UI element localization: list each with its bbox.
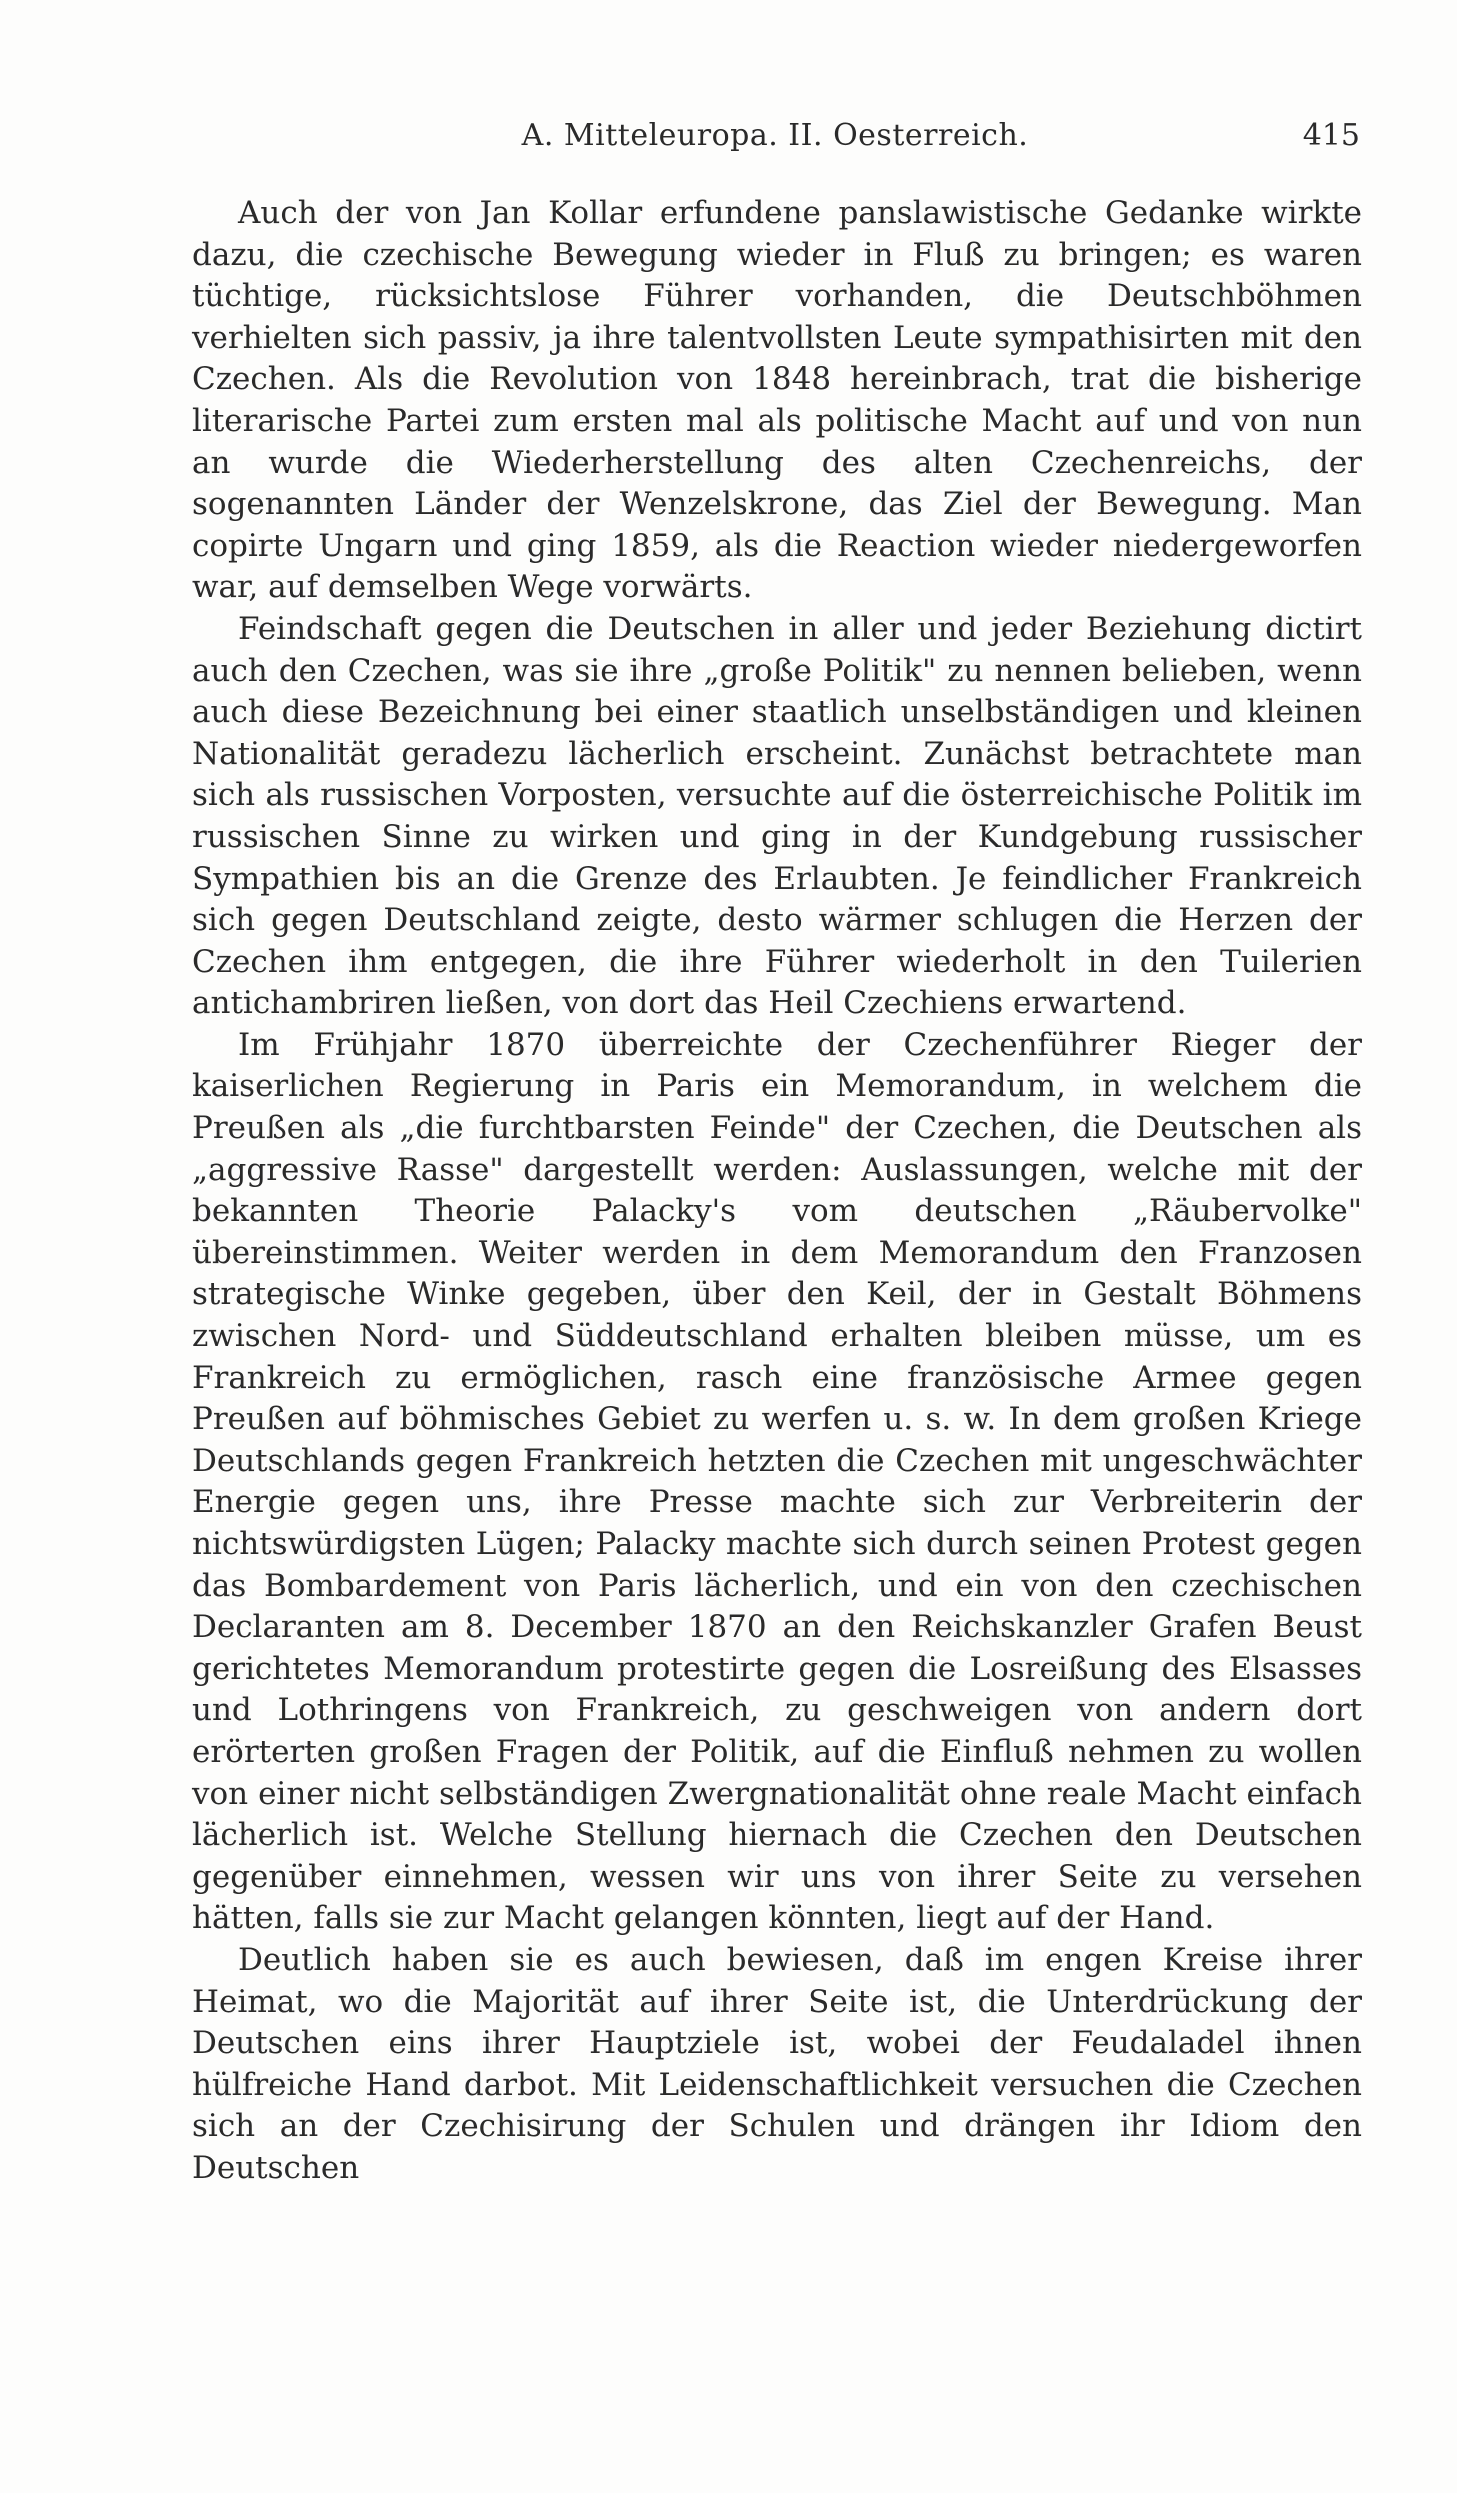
paragraph: Im Frühjahr 1870 überreichte der Czechenführer Rieger der kaiserlichen Regierung in Paris ein Memorandum, in welchem die Preußen als „die furchtbarsten Feinde" der Czechen, die Deutschen als „aggressive Rasse" dargestellt werden: Auslassungen, welche mit der bekannten Theorie Palacky's vom deutschen „Räubervolke" übereinstimmen. Weiter werden in dem Memorandum den Franzosen strategische Winke gegeben, über den Keil, der in Gestalt Böhmens zwischen Nord- und Süddeutschland erhalten bleiben müsse, um es Frankreich zu ermöglichen, rasch eine französische Armee gegen Preußen auf böhmisches Gebiet zu werfen u. s. w. In dem großen Kriege Deutschlands gegen Frankreich hetzten die Czechen mit ungeschwächter Energie gegen uns, ihre Presse machte sich zur Verbreiterin der nichtswürdigsten Lügen; Palacky machte sich durch seinen Protest gegen das Bombardement von Paris lächerlich, und ein von den czechischen Declaranten am 8. December 1870 an den Reichskanzler Grafen Beust gerichtetes Memorandum protestirte gegen die Losreißung des Elsasses und Lothringens von Frankreich, zu geschweigen von andern dort erörterten großen Fragen der Politik, auf die Einfluß nehmen zu wollen von einer nicht selbständigen Zwergnationalität ohne reale Macht einfach lächerlich ist. Welche Stellung hiernach die Czechen den Deutschen gegenüber einnehmen, wessen wir uns von ihrer Seite zu versehen hätten, falls sie zur Macht gelangen könnten, liegt auf der Hand. xyxy=(192,1026,1362,1937)
page-number: 415 xyxy=(1302,118,1360,153)
paragraph: Deutlich haben sie es auch bewiesen, daß im engen Kreise ihrer Heimat, wo die Majorität auf ihrer Seite ist, die Unterdrückung der Deutschen eins ihrer Hauptziele ist, wobei der Feudaladel ihnen hülfreiche Hand darbot. Mit Leidenschaftlichkeit versuchen die Czechen sich an der Czechisirung der Schulen und drängen ihr Idiom den Deutschen xyxy=(192,1941,1362,2186)
paragraph: Auch der von Jan Kollar erfundene panslawistische Gedanke wirkte dazu, die czechische Bewegung wieder in Fluß zu bringen; es waren tüchtige, rücksichtslose Führer vorhanden, die Deutschböhmen verhielten sich passiv, ja ihre talentvollsten Leute sympathisirten mit den Czechen. Als die Revolution von 1848 hereinbrach, trat die bisherige literarische Partei zum ersten mal als politische Macht auf und von nun an wurde die Wiederherstellung des alten Czechenreichs, der sogenannten Länder der Wenzelskrone, das Ziel der Bewegung. Man copirte Ungarn und ging 1859, als die Reaction wieder niedergeworfen war, auf demselben Wege vorwärts. xyxy=(192,195,1362,606)
body-text xyxy=(192,193,1362,2190)
running-head xyxy=(190,118,1360,168)
running-title: A. Mitteleuropa. II. Oesterreich. xyxy=(521,118,1029,153)
paragraph: Feindschaft gegen die Deutschen in aller und jeder Beziehung dictirt auch den Czechen, was sie ihre „große Politik" zu nennen belieben, wenn auch diese Bezeichnung bei einer staatlich unselbständigen und kleinen Nationalität geradezu lächerlich erscheint. Zunächst betrachtete man sich als russischen Vorposten, versuchte auf die österreichische Politik im russischen Sinne zu wirken und ging in der Kundgebung russischer Sympathien bis an die Grenze des Erlaubten. Je feindlicher Frankreich sich gegen Deutschland zeigte, desto wärmer schlugen die Herzen der Czechen ihm entgegen, die ihre Führer wiederholt in den Tuilerien antichambriren ließen, von dort das Heil Czechiens erwartend. xyxy=(192,610,1362,1022)
